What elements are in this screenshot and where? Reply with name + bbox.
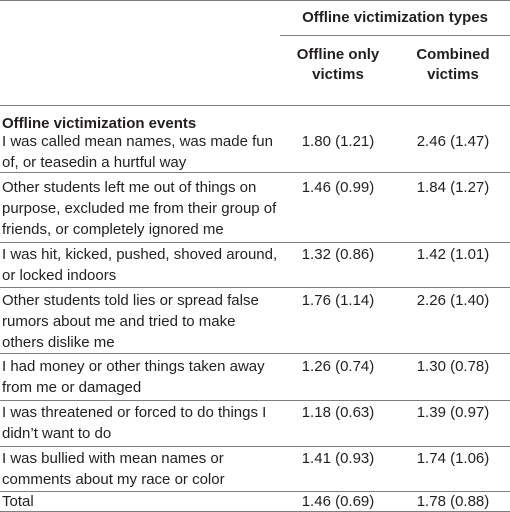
row-offline-only: 1.32 (0.86) xyxy=(301,246,375,263)
group-header: Offline victimization types xyxy=(302,9,488,26)
section-title: Offline victimization events xyxy=(2,115,197,132)
row-event: I was threatened or forced to do things I didn’t want to do xyxy=(2,404,267,442)
column-header-combined: Combined victims xyxy=(416,46,490,83)
row-divider xyxy=(0,446,510,447)
row-offline-only: 1.41 (0.93) xyxy=(301,450,375,467)
column-header-offline-only: Offline only victims xyxy=(296,46,380,83)
row-offline-only: 1.80 (1.21) xyxy=(301,133,375,150)
row-divider xyxy=(0,287,510,288)
row-event: I had money or other things taken away from me or damaged xyxy=(2,358,265,396)
row-event: I was called mean names, was made fun of, or teasedin a hurtful way xyxy=(2,133,273,171)
row-offline-only: 1.76 (1.14) xyxy=(301,292,375,309)
row-total-combined: 1.78 (0.88) xyxy=(416,493,490,510)
row-offline-only: 1.26 (0.74) xyxy=(301,358,375,375)
row-combined: 1.84 (1.27) xyxy=(416,179,490,196)
row-divider xyxy=(0,400,510,401)
row-combined: 1.74 (1.06) xyxy=(416,450,490,467)
row-event: I was hit, kicked, pushed, shoved around, or locked indoors xyxy=(2,246,278,284)
row-offline-only: 1.18 (0.63) xyxy=(301,404,375,421)
row-combined: 2.46 (1.47) xyxy=(416,133,490,150)
row-divider xyxy=(0,353,510,354)
row-event: Other students left me out of things on purpose, excluded me from their group of friends, or completely ignored me xyxy=(2,179,277,238)
row-combined: 2.26 (1.40) xyxy=(416,292,490,309)
row-event: I was bullied with mean names or comments about my race or color xyxy=(2,450,225,488)
row-combined: 1.39 (0.97) xyxy=(416,404,490,421)
group-header-rule xyxy=(280,35,510,36)
row-combined: 1.30 (0.78) xyxy=(416,358,490,375)
row-total-offline-only: 1.46 (0.69) xyxy=(301,493,375,510)
header-bottom-rule xyxy=(0,105,510,106)
row-divider xyxy=(0,242,510,243)
row-offline-only: 1.46 (0.99) xyxy=(301,179,375,196)
row-combined: 1.42 (1.01) xyxy=(416,246,490,263)
row-total-label: Total xyxy=(2,493,34,510)
top-rule xyxy=(0,0,510,1)
row-event: Other students told lies or spread false rumors about me and tried to make others dislike me xyxy=(2,292,259,351)
